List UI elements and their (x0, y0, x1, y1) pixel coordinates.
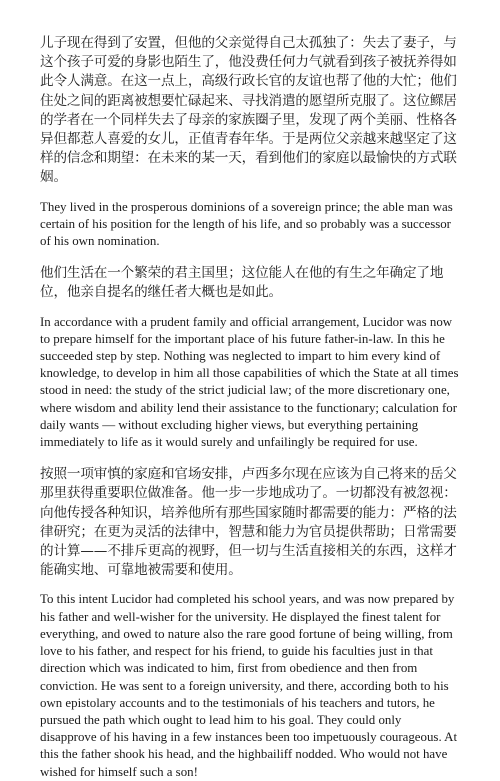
paragraph-en-1: They lived in the prosperous dominions of a sovereign prince; the able man was certain of his position for the length of his life, and so probably was a successor of his own nomination. (40, 199, 453, 249)
paragraph-zh-1: 儿子现在得到了安置，但他的父亲觉得自己太孤独了：失去了妻子，与这个孩子可爱的身影也陌生了，他没费任何力气就看到孩子被抚养得如此令人满意。在这一点上，高级行政长官的友谊也帮了他的大忙；他们住处之间的距离被想要忙碌起来、寻找消遣的愿望所克服了。这位鳏居的学者在一个同样失去了母亲的家族圈子里，发现了两个美丽、性格各异但都惹人喜爱的女儿，正值青春年华。于是两位父亲越来越坚定了这样的信念和期望：在未来的某一天，看到他们的家庭以最愉快的方式联姻。 (40, 35, 457, 186)
paragraph-en-2: In accordance with a prudent family and official arrangement, Lucidor was now to prepare himself for the important place of his future father-in-law. In this he succeeded step by step. Nothing was neglected to impart to him every kind of knowledge, to develop in him all those capabilities of which the State at all times stood in need: the study of the strict judicial law; of the more discretionary one, where wisdom and ability lend their assistance to the functionary; calculation for daily wants — without excluding higher views, but everything pertaining immediately to life as it would surely and unfailingly be required for use. (40, 314, 459, 450)
paragraph-zh-3: 按照一项审慎的家庭和官场安排，卢西多尔现在应该为自己将来的岳父那里获得重要职位做准备。他一步一步地成功了。一切都没有被忽视：向他传授各种知识，培养他所有那些国家随时都需要的能力：严格的法律研究；在更为灵活的法律中，智慧和能力为官员提供帮助；日常需要的计算——不排斥更高的视野，但一切与生活直接相关的东西，这样才能确实地、可靠地被需要和使用。 (40, 466, 457, 579)
paragraph-en-3: To this intent Lucidor had completed his school years, and was now prepared by his father and well-wisher for the university. He displayed the finest talent for everything, and owed to nature also the rare good fortune of being willing, from love to his father, and respect for his friend, to guide his faculties just in that direction which was indicated to him, first from obedience and then from conviction. He was sent to a foreign university, and there, according both to his own epistolary accounts and to the testimonials of his teachers and tutors, he pursued the path which ought to lead him to his goal. They could only disapprove of his having in a few instances been too impetuously courageous. At this the father shook his head, and the highbailiff nodded. Who would not have wished for himself such a son! (40, 592, 458, 779)
paragraph-zh-2: 他们生活在一个繁荣的君主国里；这位能人在他的有生之年确定了地位，他亲自提名的继任者大概也是如此。 (40, 265, 444, 301)
